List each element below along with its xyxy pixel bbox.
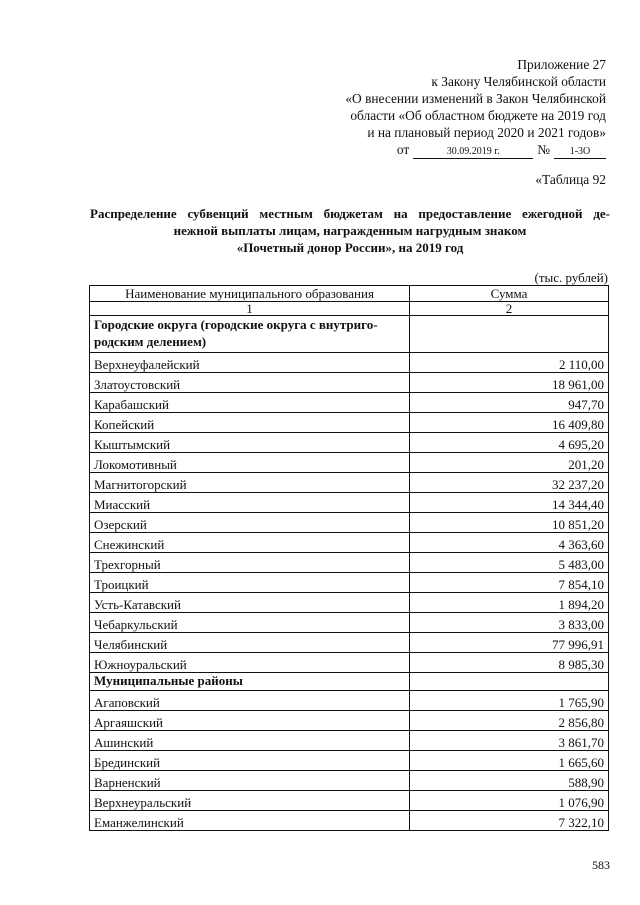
sum-value: 7 322,10 [410, 811, 609, 831]
group-header-row [90, 316, 609, 353]
table-row [90, 771, 609, 791]
municipality-name: Еманжелинский [90, 811, 410, 831]
table-row [90, 811, 609, 831]
municipality-name: Локомотивный [90, 453, 410, 473]
sum-value: 2 856,80 [410, 711, 609, 731]
group-title-line: родским делением) [94, 334, 207, 349]
sum-value: 201,20 [410, 453, 609, 473]
column-index: 2 [410, 302, 609, 316]
municipality-name: Карабашский [90, 393, 410, 413]
table-row [90, 731, 609, 751]
table-row [90, 373, 609, 393]
number-value: 1-3О [554, 146, 606, 159]
sum-value: 1 076,90 [410, 791, 609, 811]
municipality-name: Варненский [90, 771, 410, 791]
sum-value: 588,90 [410, 771, 609, 791]
table-row [90, 493, 609, 513]
municipality-name: Магнитогорский [90, 473, 410, 493]
table-row [90, 413, 609, 433]
title-line: Распределение субвенций местным бюджетам на предоставление ежегодной де- [90, 206, 610, 221]
municipality-name: Златоустовский [90, 373, 410, 393]
column-index-row [90, 302, 609, 316]
sum-value: 5 483,00 [410, 553, 609, 573]
date-number-line [276, 141, 606, 159]
municipality-name: Озерский [90, 513, 410, 533]
municipality-name: Снежинский [90, 533, 410, 553]
table-number: «Таблица 92 [535, 172, 606, 187]
municipality-name: Верхнеуральский [90, 791, 410, 811]
title-line: «Почетный донор России», на 2019 год [236, 240, 464, 255]
municipality-name: Чебаркульский [90, 613, 410, 633]
units-label: (тыс. рублей) [534, 270, 608, 285]
table-row [90, 711, 609, 731]
table-row [90, 393, 609, 413]
document-title [90, 205, 610, 256]
sum-value: 4 363,60 [410, 533, 609, 553]
municipality-name: Агаповский [90, 691, 410, 711]
municipality-name: Аргаяшский [90, 711, 410, 731]
sum-value: 18 961,00 [410, 373, 609, 393]
column-header-name: Наименование муниципального образования [90, 286, 410, 302]
header-line: к Закону Челябинской области [431, 74, 606, 89]
sum-value: 77 996,91 [410, 633, 609, 653]
column-header-sum: Сумма [410, 286, 609, 302]
table-row [90, 573, 609, 593]
table-row [90, 433, 609, 453]
sum-value: 16 409,80 [410, 413, 609, 433]
date-prefix: от [396, 142, 410, 157]
table-row [90, 791, 609, 811]
header-line: области «Об областном бюджете на 2019 год [350, 108, 606, 123]
table-row [90, 533, 609, 553]
sum-value: 3 833,00 [410, 613, 609, 633]
subsidy-table [89, 285, 609, 831]
municipality-name: Южноуральский [90, 653, 410, 673]
municipality-name: Челябинский [90, 633, 410, 653]
date-value: 30.09.2019 г. [413, 146, 533, 159]
table-row [90, 691, 609, 711]
sum-value: 947,70 [410, 393, 609, 413]
group-sum-cell [410, 673, 609, 691]
sum-value: 14 344,40 [410, 493, 609, 513]
group-title-line: Городские округа (городские округа с внутриго- [94, 317, 378, 332]
sum-value: 2 110,00 [410, 353, 609, 373]
header-line: «О внесении изменений в Закон Челябинской [345, 91, 606, 106]
table-row [90, 751, 609, 771]
sum-value: 4 695,20 [410, 433, 609, 453]
table-row [90, 633, 609, 653]
group-sum-cell [410, 316, 609, 353]
appendix-header [276, 56, 606, 159]
sum-value: 7 854,10 [410, 573, 609, 593]
page-number: 583 [592, 858, 610, 872]
municipality-name: Копейский [90, 413, 410, 433]
title-line: нежной выплаты лицам, награжденным нагрудным знаком [173, 223, 527, 238]
number-prefix: № [537, 142, 550, 157]
table-row [90, 653, 609, 673]
table-row [90, 593, 609, 613]
sum-value: 32 237,20 [410, 473, 609, 493]
table-header-row [90, 286, 609, 302]
group-title: Муниципальные районы [90, 673, 410, 691]
header-line: Приложение 27 [517, 57, 606, 72]
header-line: и на плановый период 2020 и 2021 годов» [367, 125, 606, 140]
table-row [90, 513, 609, 533]
sum-value: 10 851,20 [410, 513, 609, 533]
table-row [90, 553, 609, 573]
column-index: 1 [90, 302, 410, 316]
table-row [90, 473, 609, 493]
sum-value: 3 861,70 [410, 731, 609, 751]
sum-value: 1 894,20 [410, 593, 609, 613]
municipality-name: Верхнеуфалейский [90, 353, 410, 373]
sum-value: 1 765,90 [410, 691, 609, 711]
municipality-name: Ашинский [90, 731, 410, 751]
municipality-name: Трехгорный [90, 553, 410, 573]
table-row [90, 353, 609, 373]
municipality-name: Троицкий [90, 573, 410, 593]
municipality-name: Миасский [90, 493, 410, 513]
table-row [90, 453, 609, 473]
sum-value: 1 665,60 [410, 751, 609, 771]
table-row [90, 613, 609, 633]
sum-value: 8 985,30 [410, 653, 609, 673]
group-title [90, 316, 410, 353]
group-header-row [90, 673, 609, 691]
municipality-name: Кыштымский [90, 433, 410, 453]
municipality-name: Усть-Катавский [90, 593, 410, 613]
municipality-name: Брединский [90, 751, 410, 771]
